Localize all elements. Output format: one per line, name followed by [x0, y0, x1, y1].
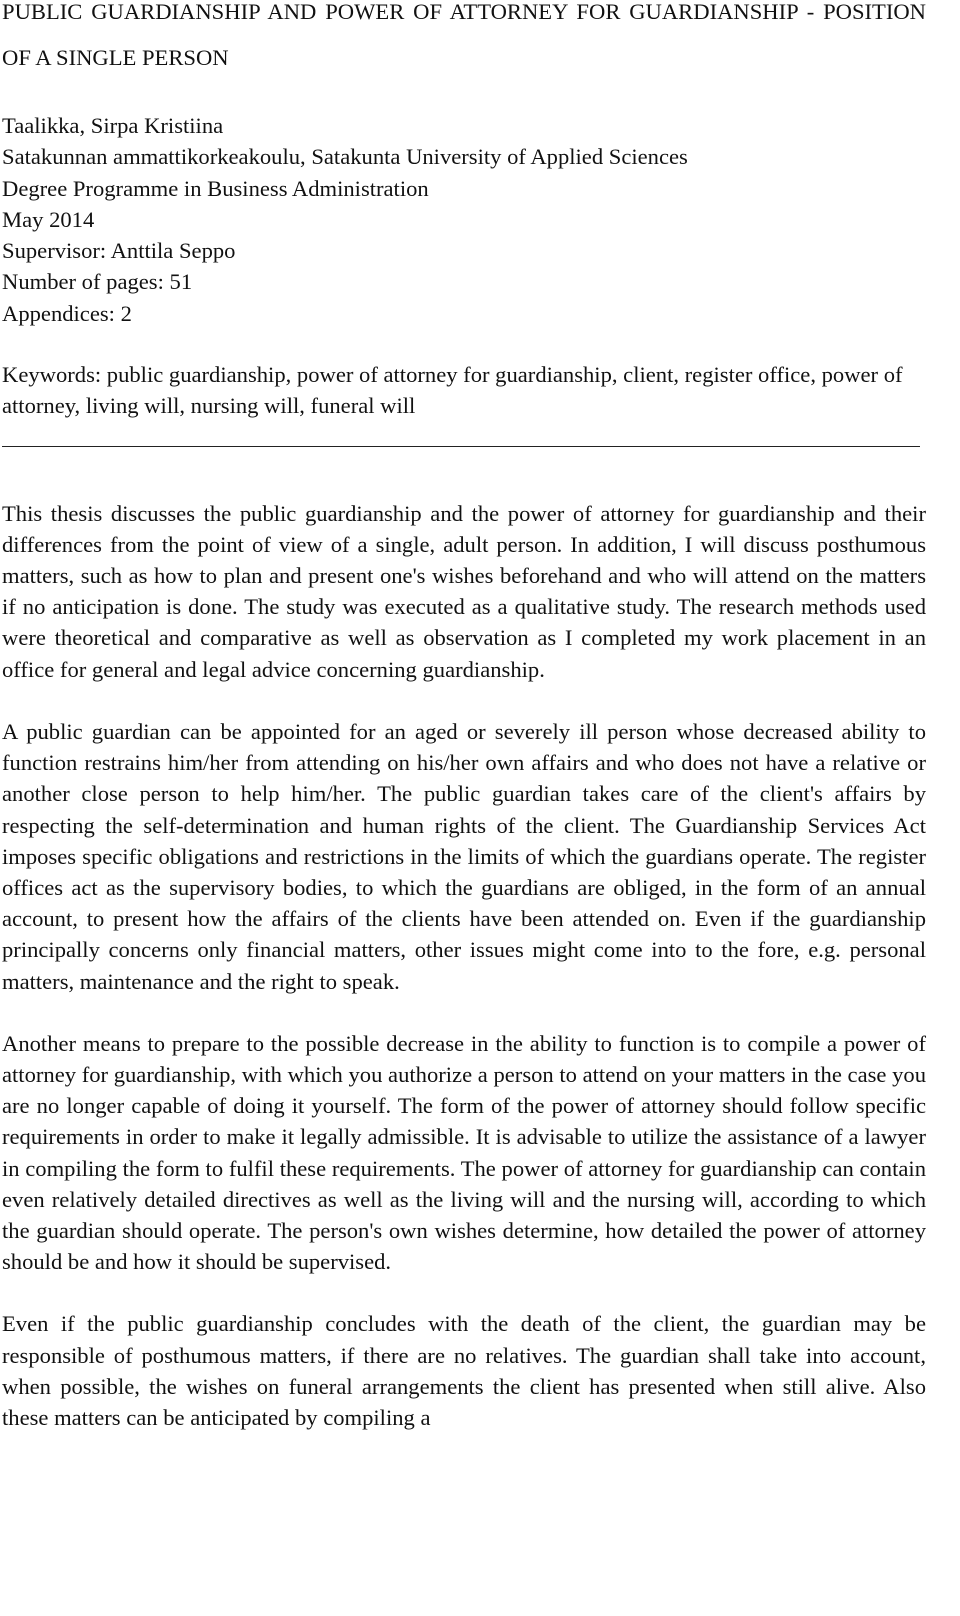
publication-date: May 2014 [2, 206, 95, 232]
institution-name: Satakunnan ammattikorkeakoulu, Satakunta University of Applied Sciences [2, 144, 688, 170]
abstract-paragraph-2: A public guardian can be appointed for an aged or severely ill person whose decreased ability to function restrains him/her from attending on his/her own affairs and who does not have a relative or another close person to help him/her. The public guardian takes care of the client's affairs by respecting the self-determination and human rights of the client. The Guardianship Services Act imposes specific obligations and restrictions in the limits of which the guardians operate. The register offices act as the supervisory bodies, to which the guardians are obliged, in the form of an annual account, to present how the affairs of the clients have been attended on. Even if the guardianship principally concerns only financial matters, other issues might come into to the fore, e.g. personal matters, maintenance and the right to speak. [2, 718, 926, 994]
abstract-paragraph-4: Even if the public guardianship concludes with the death of the client, the guardian may be responsible of posthumous matters, if there are no relatives. The guardian shall take into account, when possible, the wishes on funeral arrangements the client has presented when still alive. Also these matters can be anticipated by compiling a [2, 1311, 926, 1430]
appendices-count: Appendices: 2 [2, 300, 132, 326]
thesis-title: PUBLIC GUARDIANSHIP AND POWER OF ATTORNEY FOR GUARDIANSHIP - POSITION OF A SINGLE PERSON [2, 0, 926, 70]
document-page [2, 0, 926, 1464]
divider-line [2, 446, 920, 447]
degree-programme: Degree Programme in Business Administration [2, 175, 429, 201]
thesis-metadata [2, 110, 926, 329]
abstract [2, 498, 926, 1433]
page-count: Number of pages: 51 [2, 269, 193, 295]
supervisor: Supervisor: Anttila Seppo [2, 238, 236, 264]
abstract-paragraph-1: This thesis discusses the public guardianship and the power of attorney for guardianship and their differences from the point of view of a single, adult person. In addition, I will discuss posthumous matters, such as how to plan and present one's wishes beforehand and who will attend on the matters if no anticipation is done. The study was executed as a qualitative study. The research methods used were theoretical and comparative as well as observation as I completed my work placement in an office for general and legal advice concerning guardianship. [2, 500, 926, 682]
abstract-paragraph-3: Another means to prepare to the possible decrease in the ability to function is to compile a power of attorney for guardianship, with which you authorize a person to attend on your matters in the case you are no longer capable of doing it yourself. The form of the power of attorney should follow specific requirements in order to make it legally admissible. It is advisable to utilize the assistance of a lawyer in compiling the form to fulfil these requirements. The power of attorney for guardianship can contain even relatively detailed directives as well as the living will and the nursing will, according to which the guardian should operate. The person's own wishes determine, how detailed the power of attorney should be and how it should be supervised. [2, 1030, 926, 1275]
author-name: Taalikka, Sirpa Kristiina [2, 113, 224, 138]
keywords: Keywords: public guardianship, power of attorney for guardianship, client, register office, power of attorney, living will, nursing will, funeral will [2, 362, 903, 419]
